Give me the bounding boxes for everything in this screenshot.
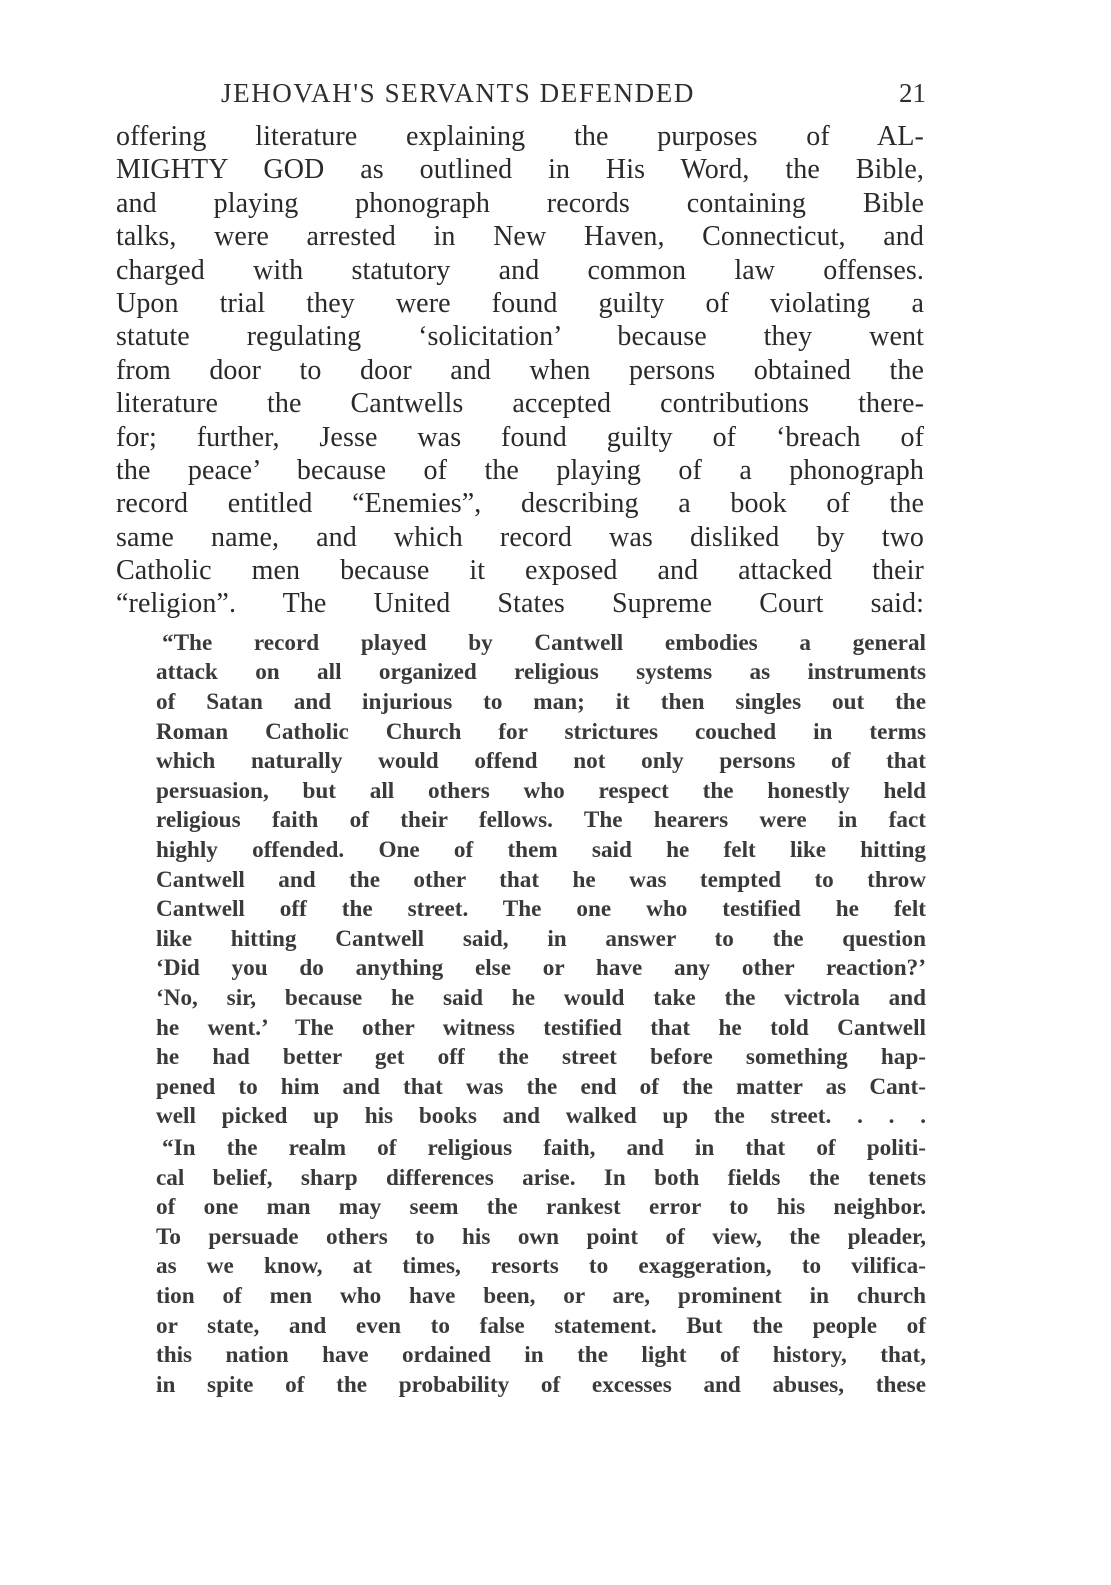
running-header — [116, 78, 926, 114]
quote-line: tion of men who have been, or are, prominent in church — [156, 1282, 926, 1309]
quote-line: he went.’ The other witness testified that he told Cantwell — [156, 1014, 926, 1041]
quote-line: which naturally would offend not only persons of that — [156, 748, 926, 775]
quote-line: “The record played by Cantwell embodies a general — [162, 629, 926, 656]
quote-line: pened to him and that was the end of the matter as Cant- — [156, 1073, 926, 1100]
quote-line: of one man may seem the rankest error to his neighbor. — [156, 1194, 926, 1221]
quote-line: attack on all organized religious systems as instruments — [156, 659, 926, 686]
body-line: offering literature explaining the purposes of AL- — [116, 121, 924, 152]
quote-line: well picked up his books and walked up the street. . . . — [156, 1103, 926, 1130]
quote-line: he had better get off the street before something hap- — [156, 1044, 926, 1071]
quote-line: To persuade others to his own point of view, the pleader, — [156, 1223, 926, 1250]
quote-line: ‘Did you do anything else or have any other reaction?’ — [156, 955, 926, 982]
quote-line: ‘No, sir, because he said he would take the victrola and — [156, 984, 926, 1011]
body-line: Upon trial they were found guilty of violating a — [116, 287, 924, 319]
quote-line: of Satan and injurious to man; it then singles out the — [156, 689, 926, 716]
quote-line: persuasion, but all others who respect the honestly held — [156, 777, 926, 804]
body-line: talks, were arrested in New Haven, Connecticut, and — [116, 221, 924, 253]
quote-line: as we know, at times, resorts to exaggeration, to vilifica- — [156, 1253, 926, 1280]
book-page — [116, 78, 926, 1400]
quote-line: Cantwell off the street. The one who testified he felt — [156, 896, 926, 923]
body-line: from door to door and when persons obtained the — [116, 354, 924, 386]
quote-line: cal belief, sharp differences arise. In both fields the tenets — [156, 1164, 926, 1191]
running-title: JEHOVAH'S SERVANTS DEFENDED — [221, 78, 695, 108]
block-quote-1 — [156, 629, 926, 1132]
body-paragraph — [116, 120, 924, 621]
body-line: and playing phonograph records containing Bible — [116, 187, 924, 219]
quote-line: highly offended. One of them said he felt like hitting — [156, 837, 926, 864]
quote-line: in spite of the probability of excesses and abuses, these — [156, 1371, 926, 1398]
quote-line: Roman Catholic Church for strictures couched in terms — [156, 718, 926, 745]
body-line: statute regulating ‘solicitation’ because they went — [116, 321, 924, 353]
body-line: literature the Cantwells accepted contributions there- — [116, 388, 924, 420]
body-line: “religion”. The United States Supreme Court said: — [116, 588, 924, 620]
body-line: charged with statutory and common law offenses. — [116, 254, 924, 286]
body-line: Catholic men because it exposed and attacked their — [116, 555, 924, 587]
body-line: for; further, Jesse was found guilty of ‘breach of — [116, 421, 924, 453]
body-line: the peace’ because of the playing of a phonograph — [116, 454, 924, 486]
page-number: 21 — [899, 78, 926, 108]
quote-line: religious faith of their fellows. The hearers were in fact — [156, 807, 926, 834]
block-quote-2 — [156, 1134, 926, 1400]
body-line: MIGHTY GOD as outlined in His Word, the Bible, — [116, 154, 924, 186]
quote-line: or state, and even to false statement. But the people of — [156, 1312, 926, 1339]
quote-line: “In the realm of religious faith, and in that of politi- — [162, 1134, 926, 1161]
quote-line: Cantwell and the other that he was tempted to throw — [156, 866, 926, 893]
quote-line: this nation have ordained in the light of history, that, — [156, 1342, 926, 1369]
body-line: record entitled “Enemies”, describing a book of the — [116, 488, 924, 520]
quote-line: like hitting Cantwell said, in answer to the question — [156, 925, 926, 952]
body-line: same name, and which record was disliked by two — [116, 521, 924, 553]
